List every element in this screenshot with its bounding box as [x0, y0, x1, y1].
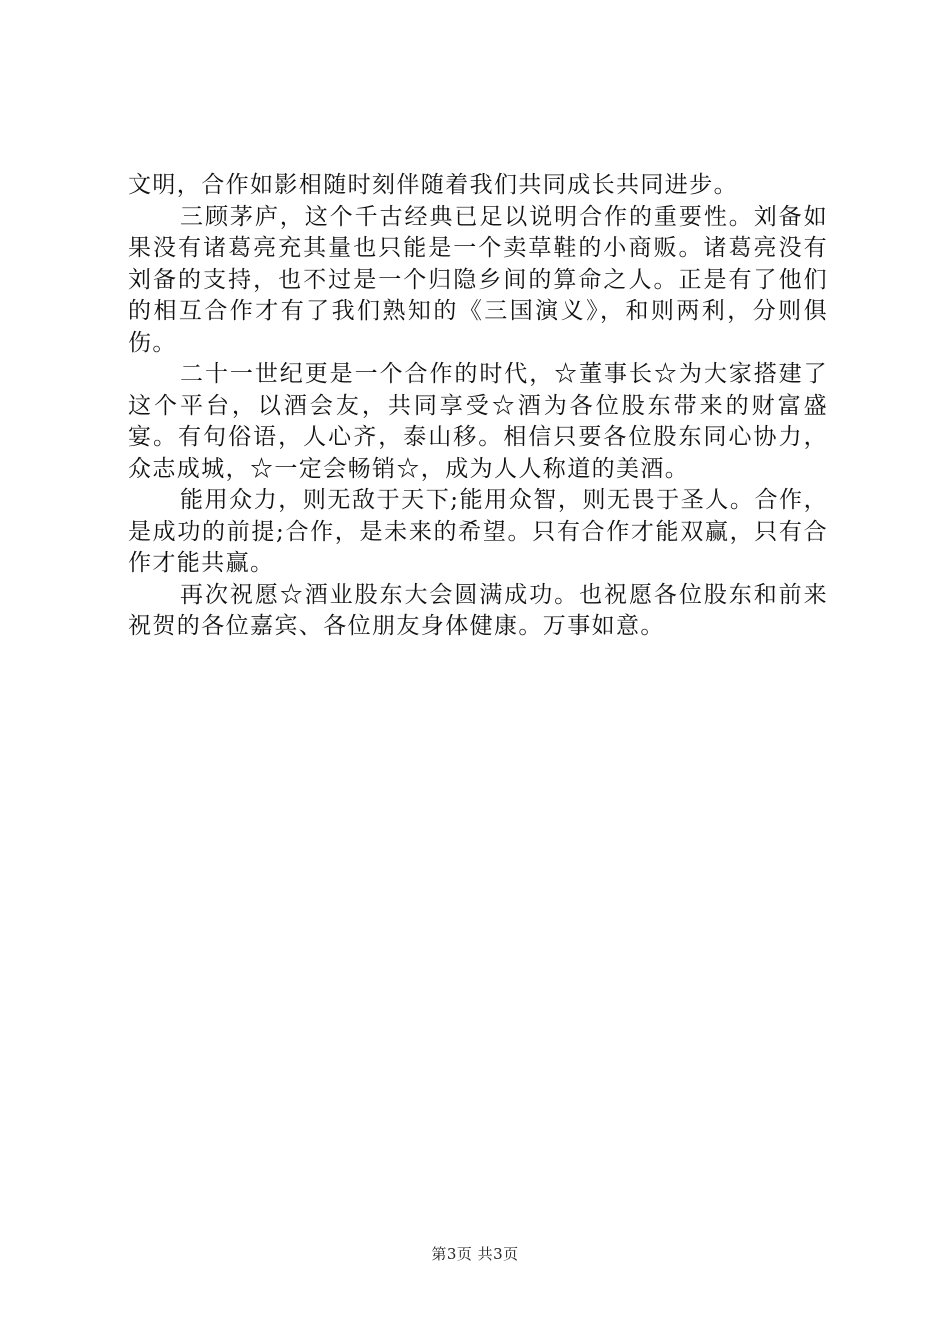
paragraph-closing-wishes: 再次祝愿☆酒业股东大会圆满成功。也祝愿各位股东和前来祝贺的各位嘉宾、各位朋友身体健康。万事如意。	[128, 581, 828, 639]
document-body	[128, 170, 828, 643]
paragraph-collective-strength: 能用众力，则无敌于天下;能用众智，则无畏于圣人。合作，是成功的前提;合作，是未来的希望。只有合作才能双赢，只有合作才能共赢。	[128, 487, 828, 576]
paragraph-cooperation-era: 二十一世纪更是一个合作的时代，☆董事长☆为大家搭建了这个平台，以酒会友，共同享受☆酒为各位股东带来的财富盛宴。有句俗语，人心齐，泰山移。相信只要各位股东同心协力，众志成城，☆一定会畅销☆，成为人人称道的美酒。	[128, 361, 828, 482]
paragraph-three-visits: 三顾茅庐，这个千古经典已足以说明合作的重要性。刘备如果没有诸葛亮充其量也只能是一个卖草鞋的小商贩。诸葛亮没有刘备的支持，也不过是一个归隐乡间的算命之人。正是有了他们的相互合作才有了我们熟知的《三国演义》，和则两利，分则俱伤。	[128, 203, 828, 356]
paragraph-continuation: 文明，合作如影相随时刻伴随着我们共同成长共同进步。	[128, 172, 738, 198]
page-number-footer: 第3页 共3页	[431, 1245, 519, 1263]
